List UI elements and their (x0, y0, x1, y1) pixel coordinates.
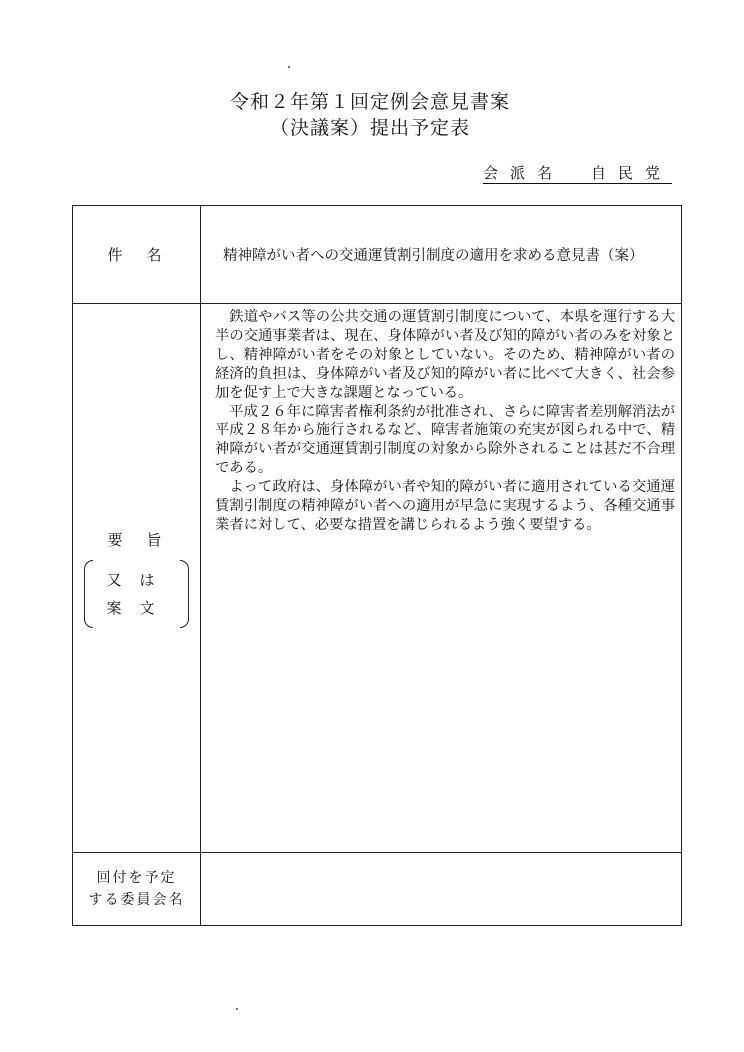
committee-label (73, 853, 201, 926)
committee-label-line1: 回付を予定 (96, 870, 177, 886)
gist-paragraph-2: 平成２６年に障害者権利条約が批准され、さらに障害者差別解消法が平成２８年から施行されるなど、障害者施策の充実が図られる中で、精神障がい者が交通運賃割引制度の対象から除外されることは甚だ不合理である。 (215, 403, 675, 477)
document-title-line2: （決議案）提出予定表 (269, 117, 470, 139)
gist-sub-label-2: 案文 (106, 598, 173, 617)
gist-paragraph-1: 鉄道やバス等の公共交通の運賃割引制度について、本県を運行する大半の交通事業者は、現在、身体障がい者及び知的障がい者のみを対象とし、精神障がい者をその対象としていない。そのため、精神障がい者の経済的負担は、身体障がい者及び知的障がい者に比べて大きく、社会参加を促す上で大きな課題となっている。 (215, 309, 675, 401)
gist-label-box (84, 529, 188, 628)
gist-label: 要旨 (107, 530, 186, 549)
scan-speck (288, 66, 290, 68)
subject-text: 精神障がい者への交通運賃割引制度の適用を求める意見書（案） (201, 206, 682, 304)
submission-table (72, 205, 682, 926)
gist-parenthetical (84, 560, 188, 628)
gist-row (73, 304, 682, 853)
gist-body (201, 304, 682, 853)
committee-row (73, 853, 682, 926)
gist-label-cell (73, 304, 201, 853)
committee-value (201, 853, 682, 926)
scan-speck (236, 1008, 238, 1010)
committee-label-line2: する委員会名 (88, 892, 185, 908)
subject-row (73, 206, 682, 304)
subject-label: 件名 (73, 206, 201, 304)
document-title-line1: 令和２年第１回定例会意見書案 (229, 91, 510, 113)
party-name: 会派名 自民党 (482, 164, 672, 182)
gist-paragraph-3: よって政府は、身体障がい者や知的障がい者に適用されている交通運賃割引制度の精神障がい者への適用が早急に実現するよう、各種交通事業者に対して、必要な措置を講じられるよう強く要望する。 (215, 479, 675, 533)
gist-sub-label-1: 又は (106, 570, 173, 589)
